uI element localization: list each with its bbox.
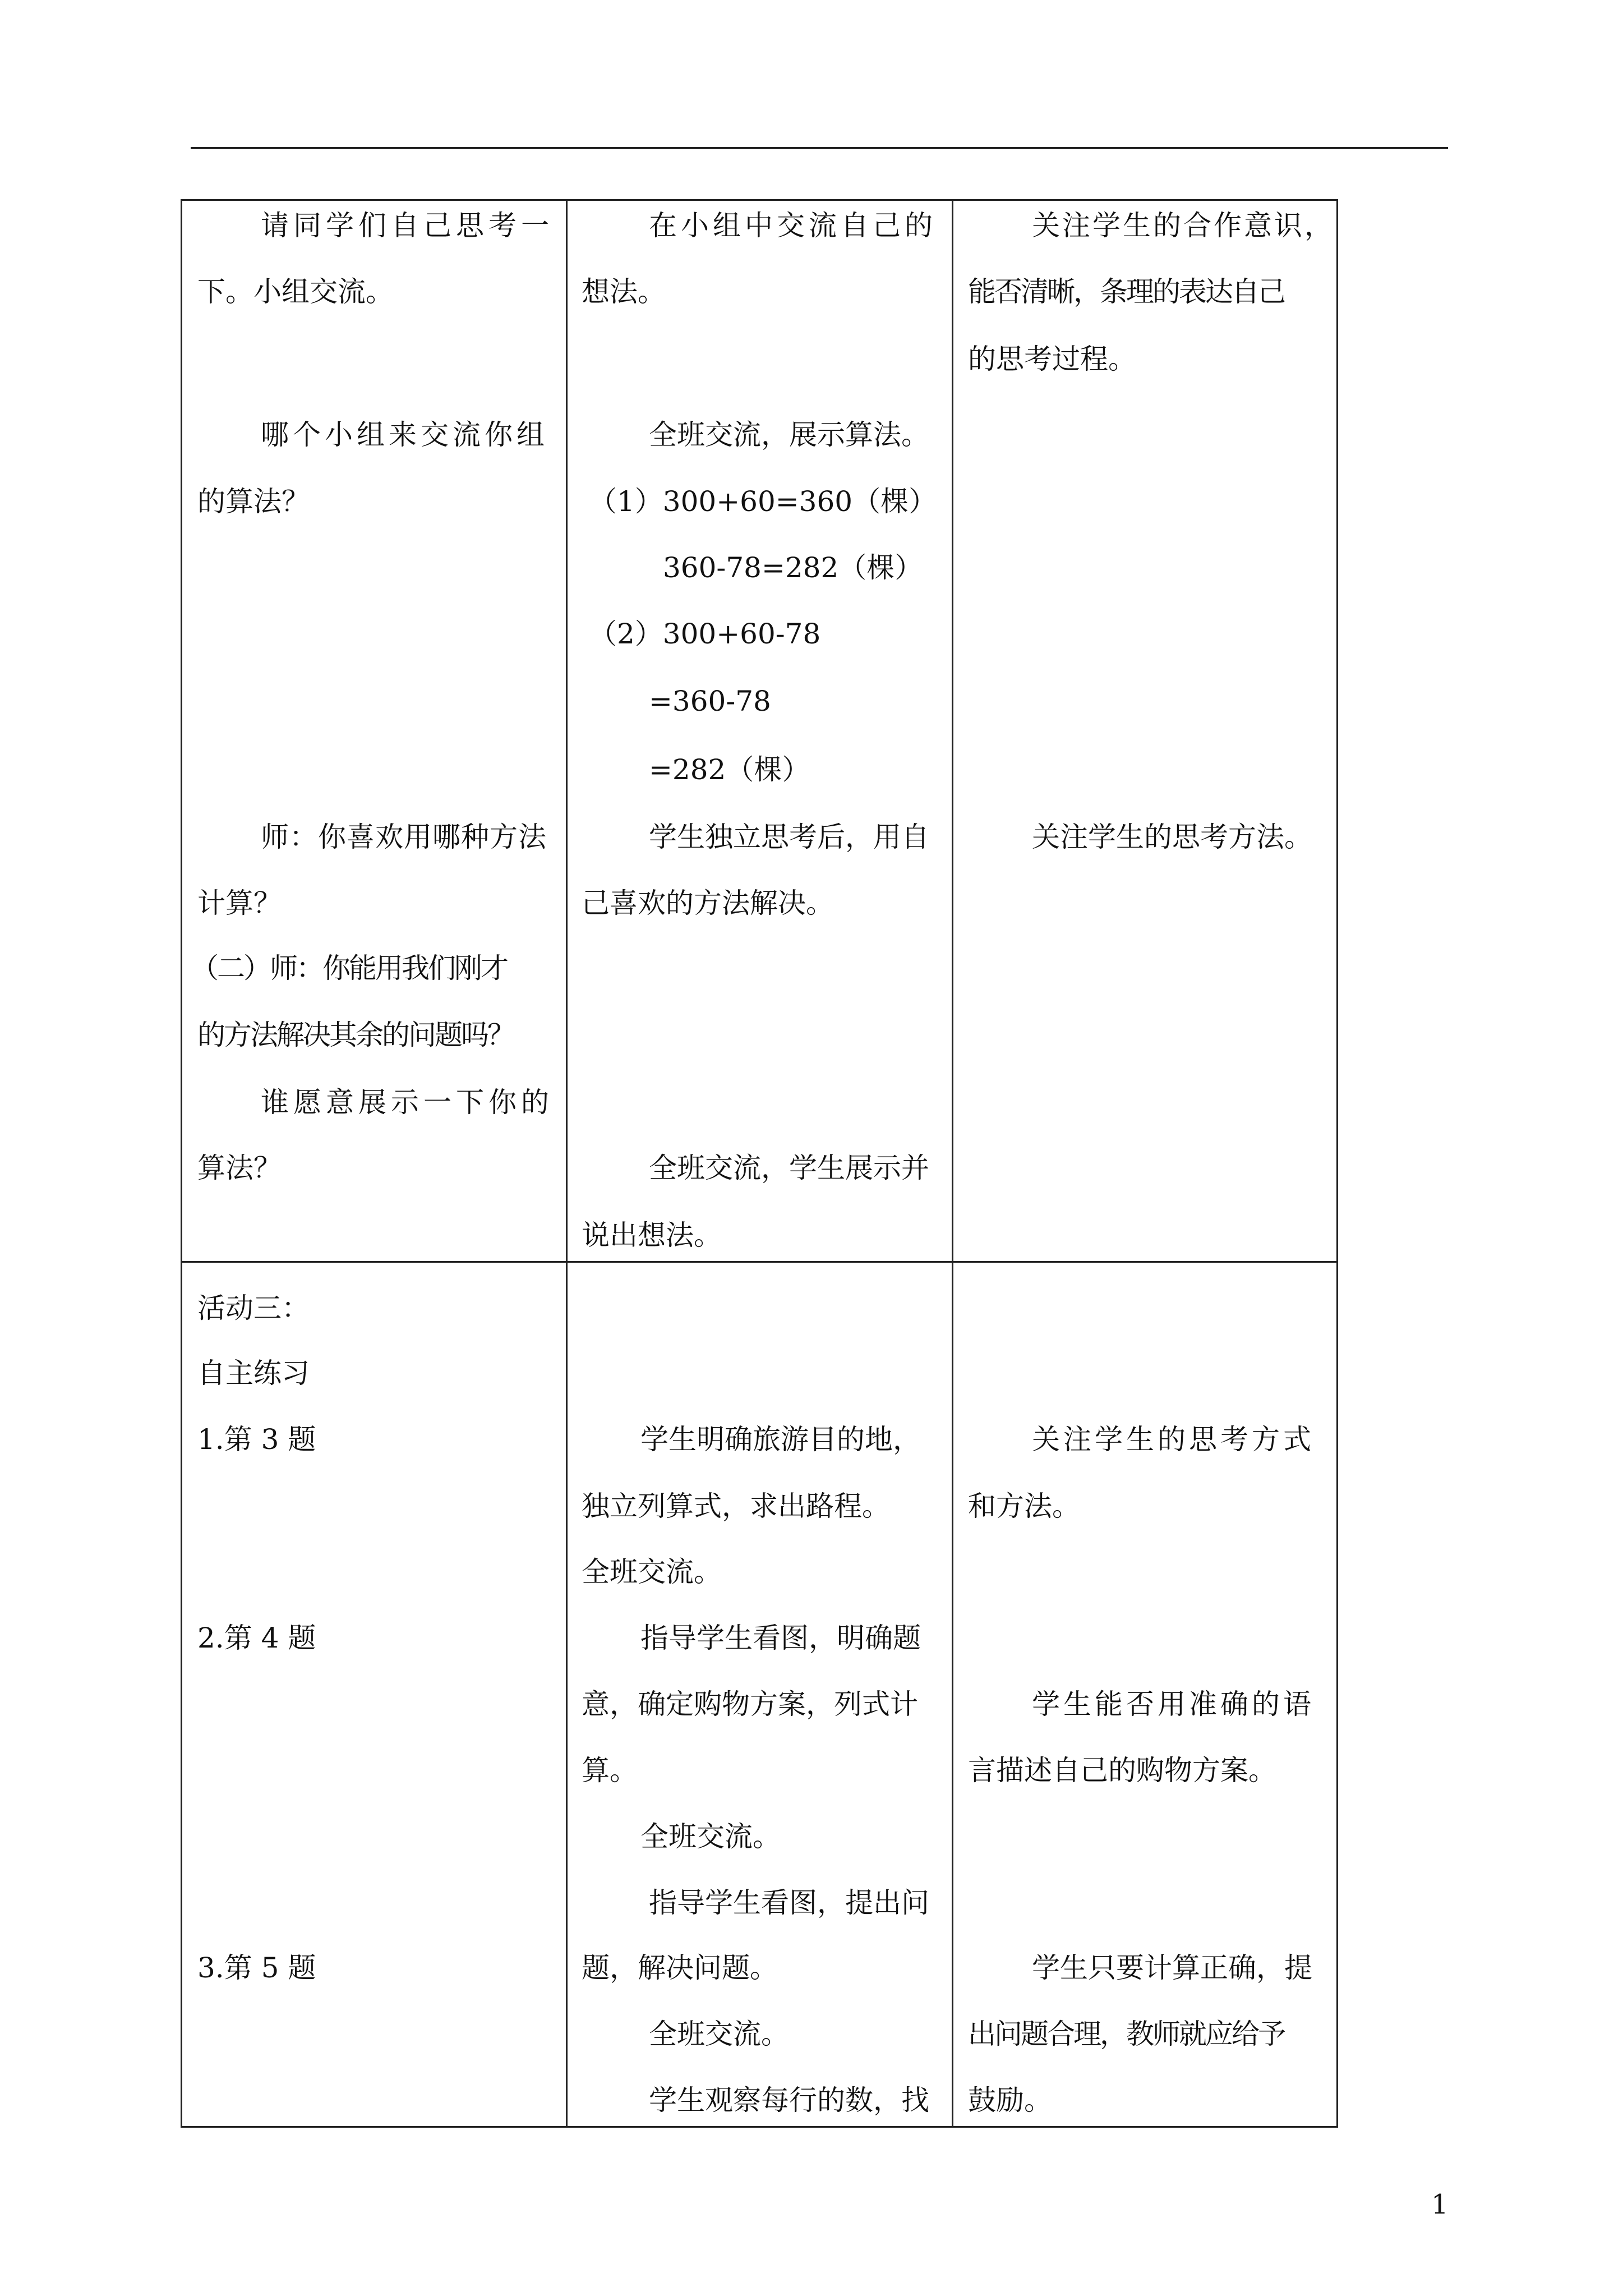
student-text-line: 360-78=282（棵） bbox=[663, 551, 923, 584]
note-text-line: 学生只要计算正确，提 bbox=[1032, 1952, 1312, 1984]
student-text-line: 在小组中交流自己的 bbox=[649, 209, 937, 242]
student-text-line: 全班交流，展示算法。 bbox=[649, 418, 929, 451]
note-text-line: 的思考过程。 bbox=[968, 343, 1136, 375]
note-text-line: 关注学生的思考方式 bbox=[1032, 1423, 1315, 1456]
teacher-text-line: 3.第 5 题 bbox=[197, 1952, 316, 1984]
student-text-line: 全班交流。 bbox=[649, 2018, 789, 2050]
student-text-line: （2）300+60-78 bbox=[589, 618, 821, 650]
note-text-line: 出问题合理，教师就应给予 bbox=[968, 2018, 1284, 2050]
column-divider bbox=[952, 201, 953, 2126]
teacher-text-line: 哪个小组来交流你组 bbox=[261, 418, 548, 451]
note-text-line: 言描述自己的购物方案。 bbox=[968, 1754, 1276, 1787]
student-text-line: 想法。 bbox=[582, 275, 666, 308]
note-text-line: 关注学生的合作意识， bbox=[1032, 209, 1335, 242]
student-text-line: 全班交流，学生展示并 bbox=[649, 1152, 929, 1184]
student-text-line: （1）300+60=360（棵） bbox=[589, 485, 937, 518]
teacher-text-line: 计算？ bbox=[197, 887, 282, 919]
note-text-line: 学生能否用准确的语 bbox=[1032, 1688, 1315, 1720]
student-text-line: 独立列算式，求出路程。 bbox=[582, 1490, 890, 1522]
student-text-line: 算。 bbox=[582, 1754, 638, 1787]
teacher-text-line: 自主练习 bbox=[197, 1357, 310, 1389]
student-text-line: =360-78 bbox=[649, 685, 771, 717]
note-text-line: 和方法。 bbox=[968, 1490, 1080, 1522]
teacher-text-line: 的方法解决其余的问题吗？ bbox=[197, 1019, 514, 1051]
teacher-text-line: 的算法？ bbox=[197, 485, 310, 518]
note-text-line: 能否清晰，条理的表达自己 bbox=[968, 275, 1284, 308]
student-text-line: 全班交流。 bbox=[582, 1556, 722, 1588]
teacher-text-line: 2.第 4 题 bbox=[197, 1622, 316, 1654]
student-text-line: 指导学生看图，提出问 bbox=[649, 1887, 929, 1919]
student-text-line: =282（棵） bbox=[649, 753, 810, 786]
student-text-line: 指导学生看图，明确题 bbox=[640, 1622, 921, 1654]
teacher-text-line: 算法？ bbox=[197, 1152, 282, 1184]
teacher-text-line: 下。小组交流。 bbox=[197, 275, 394, 308]
header-rule bbox=[191, 147, 1448, 149]
teacher-text-line: 1.第 3 题 bbox=[197, 1423, 316, 1456]
page-number: 1 bbox=[1431, 2189, 1449, 2220]
column-divider bbox=[566, 201, 568, 2126]
student-text-line: 己喜欢的方法解决。 bbox=[582, 887, 834, 919]
student-text-line: 说出想法。 bbox=[582, 1219, 722, 1251]
note-text-line: 鼓励。 bbox=[968, 2084, 1052, 2116]
teacher-text-line: 请同学们自己思考一 bbox=[261, 209, 554, 242]
teacher-text-line: 师：你喜欢用哪种方法 bbox=[261, 821, 547, 853]
teacher-text-line: （二）师：你能用我们刚才 bbox=[191, 952, 507, 984]
student-text-line: 学生独立思考后，用自 bbox=[649, 821, 929, 853]
student-text-line: 学生观察每行的数，找 bbox=[649, 2084, 929, 2116]
teacher-text-line: 活动三： bbox=[197, 1292, 310, 1324]
note-text-line: 关注学生的思考方法。 bbox=[1032, 821, 1312, 853]
student-text-line: 意，确定购物方案，列式计 bbox=[582, 1688, 918, 1720]
student-text-line: 题，解决问题。 bbox=[582, 1952, 778, 1984]
student-text-line: 学生明确旅游目的地， bbox=[640, 1423, 921, 1456]
row-divider bbox=[182, 1261, 1336, 1263]
student-text-line: 全班交流。 bbox=[640, 1820, 781, 1853]
teacher-text-line: 谁愿意展示一下你的 bbox=[261, 1086, 554, 1119]
